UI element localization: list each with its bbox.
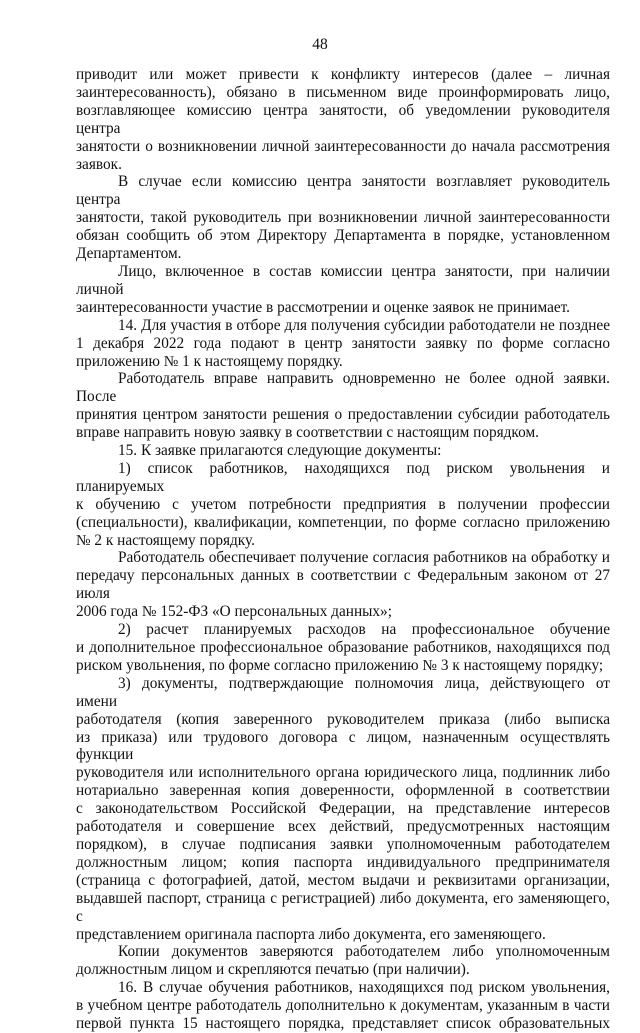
paragraph-line: заинтересованности участие в рассмотрении и оценке заявок не принимает.	[76, 298, 571, 316]
paragraph-line: порядком), в случае подписания заявки уполномоченным работодателем	[76, 835, 610, 853]
paragraph-line: к обучению с учетом потребности предприятия в получении профессии	[76, 495, 610, 513]
paragraph-line: с законодательством Российской Федерации, на представление интересов	[76, 800, 610, 818]
paragraph-line: Работодатель обеспечивает получение согласия работников на обработку и	[118, 549, 610, 567]
paragraph-line: заявок.	[76, 155, 122, 173]
paragraph-line: занятости, такой руководитель при возникновении личной заинтересованности	[76, 209, 610, 227]
paragraph-line: работодателя (копия заверенного руководителем приказа (либо выписка	[76, 710, 610, 728]
paragraph-line: приводит или может привести к конфликту интересов (далее – личная	[76, 66, 610, 83]
paragraph-line: первой пункта 15 настоящего порядка, представляет список образовательных	[76, 1015, 610, 1033]
paragraph-line: заинтересованность), обязано в письменном виде проинформировать лицо,	[76, 83, 610, 101]
paragraph-line: Лицо, включенное в состав комиссии центра занятости, при наличии личной	[76, 262, 610, 298]
paragraph-line: 3) документы, подтверждающие полномочия лица, действующего от имени	[76, 674, 610, 710]
paragraph-line: должностным лицом и скрепляются печатью (при наличии).	[76, 961, 470, 979]
paragraph-line: 16. В случае обучения работников, находящихся под риском увольнения,	[118, 979, 610, 997]
paragraph-line: должностным лицом; копия паспорта индивидуального предпринимателя	[76, 853, 610, 871]
paragraph-line: в учебном центре работодатель дополнительно к документам, указанным в части	[76, 997, 610, 1015]
paragraph-line: из приказа) или трудового договора с лицом, назначенным осуществлять функции	[76, 728, 610, 764]
paragraph-line: выдавшей паспорт, страница с регистрацией) либо документа, его заменяющего, с	[76, 889, 610, 925]
paragraph-line: 15. К заявке прилагаются следующие документы:	[118, 442, 442, 460]
paragraph-line: занятости о возникновении личной заинтересованности до начала рассмотрения	[76, 137, 610, 155]
paragraph-line: приложению № 1 к настоящему порядку.	[76, 352, 343, 370]
paragraph-line: принятия центром занятости решения о предоставлении субсидии работодатель	[76, 406, 610, 424]
paragraph-line: и дополнительное профессиональное образование работников, находящихся под	[76, 639, 610, 656]
paragraph-line: вправе направить новую заявку в соответствии с настоящим порядком.	[76, 424, 539, 442]
paragraph-line: В случае если комиссию центра занятости возглавляет руководитель центра	[76, 173, 610, 209]
paragraph-line: 2) расчет планируемых расходов на профессиональное обучение	[118, 621, 610, 639]
paragraph-line: руководителя или исполнительного органа юридического лица, подлинник либо	[76, 764, 610, 782]
paragraph-line: № 2 к настоящему порядку.	[76, 531, 255, 549]
paragraph-line: Копии документов заверяются работодателем либо уполномоченным	[118, 943, 610, 961]
document-body	[76, 66, 610, 1033]
paragraph-line: (страница с фотографией, датой, местом выдачи и реквизитами организации,	[76, 871, 610, 889]
paragraph-line: риском увольнения, по форме согласно приложению № 3 к настоящему порядку;	[76, 656, 604, 674]
paragraph-line: Работодатель вправе направить одновременно не более одной заявки. После	[76, 370, 610, 406]
paragraph-line: 1 декабря 2022 года подают в центр занятости заявку по форме согласно	[76, 334, 610, 352]
paragraph-line: Департаментом.	[76, 245, 182, 263]
paragraph-line: нотариально заверенная копия доверенности, оформленной в соответствии	[76, 782, 610, 800]
paragraph-line: передачу персональных данных в соответствии с Федеральным законом от 27 июля	[76, 567, 610, 603]
page-number: 48	[312, 36, 328, 53]
paragraph-line: возглавляющее комиссию центра занятости, об уведомлении руководителя центра	[76, 101, 610, 137]
paragraph-line: 2006 года № 152-ФЗ «О персональных данных»;	[76, 603, 392, 621]
paragraph-line: 1) список работников, находящихся под риском увольнения и планируемых	[76, 459, 610, 495]
paragraph-line: обязан сообщить об этом Директору Департамента в порядке, установленном	[76, 227, 610, 245]
paragraph-line: (специальности), квалификации, компетенции, по форме согласно приложению	[76, 513, 610, 531]
paragraph-line: представлением оригинала паспорта либо документа, его заменяющего.	[76, 925, 546, 943]
paragraph-line: 14. Для участия в отборе для получения субсидии работодатели не позднее	[118, 316, 610, 334]
paragraph-line: работодателя и совершение всех действий, предусмотренных настоящим	[76, 818, 610, 836]
